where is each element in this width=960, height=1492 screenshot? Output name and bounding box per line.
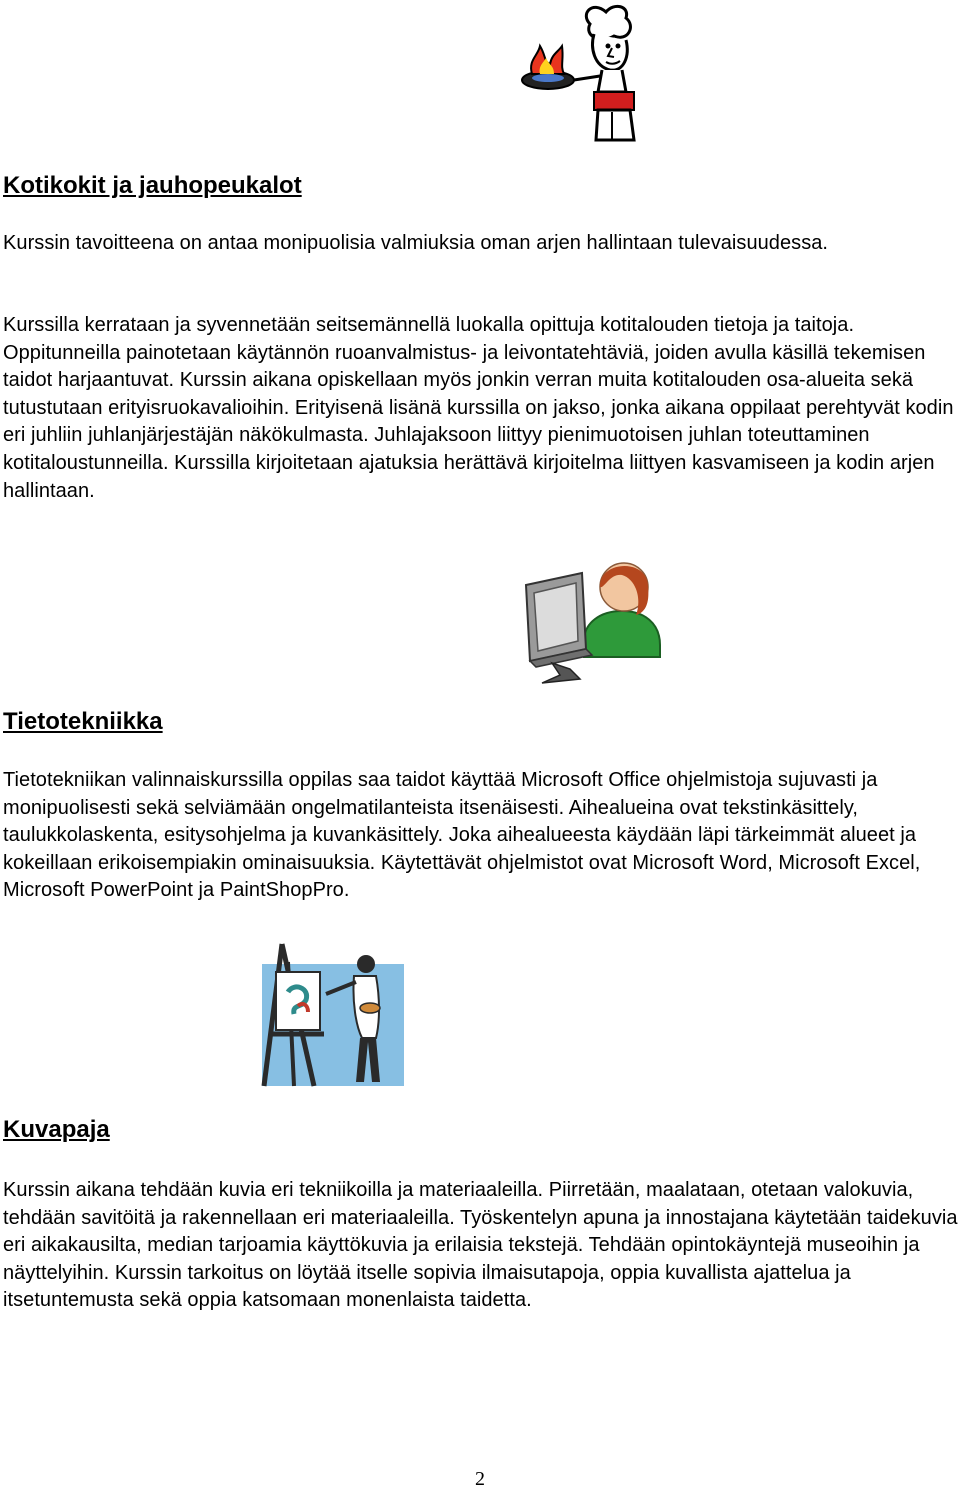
section-paragraph: Kurssin aikana tehdään kuvia eri tekniikoilla ja materiaaleilla. Piirretään, maalataan, otetaan valokuvia, tehdään savitöitä ja rakennellaan eri materiaaleilla. Työskentelyn apuna ja innostajana käytetään taidekuvia eri aikakausilta, median tarjoamia käyttökuvia ja erilaisia tekstejä. Tehdään opintokäyntejä museoihin ja näyttelyihin. Kurssin tarkoitus on löytää itselle sopivia ilmaisutapoja, oppia kuvallista ajattelua ja itsetuntemusta sekä oppia katsomaan monenlaista taidetta.	[3, 1179, 958, 1312]
section-paragraph: Kurssilla kerrataan ja syvennetään seitsemännellä luokalla opittuja kotitalouden tietoja ja taitoja. Oppitunneilla painotetaan käytännön ruoanvalmistus- ja leivontatehtäviä, joiden avulla käsillä tekemisen taidot harjaantuvat. Kurssin aikana opiskellaan myös jonkin verran muita kotitalouden osa-alueita sekä tutustutaan erityisruokavalioihin. Erityisenä lisänä kurssilla on jakso, jonka aikana oppilaat perehtyvät kodin eri juhliin juhlanjärjestäjän näkökulmasta. Juhlajaksoon liittyy pienimuotoisen juhlan toteuttaminen kotitaloustunneilla. Kurssilla kirjoitetaan ajatuksia herättävä kirjoitelma liittyen kasvamiseen ja kodin arjen hallintaan.	[3, 314, 954, 502]
section-title-kuvapaja: Kuvapaja	[3, 1116, 110, 1143]
chef-clipart-icon	[518, 0, 662, 146]
section-paragraph: Kurssin tavoitteena on antaa monipuolisia valmiuksia oman arjen hallintaan tulevaisuudessa.	[3, 232, 829, 254]
section-title-kotikokit: Kotikokit ja jauhopeukalot	[3, 172, 302, 199]
section-paragraph: Tietotekniikan valinnaiskurssilla oppilas saa taidot käyttää Microsoft Office ohjelmistoja sujuvasti ja monipuolisesti sekä selviämään ongelmatilanteista itsenäisesti. Aihealueina ovat tekstinkäsittely, taulukkolaskenta, esitysohjelma ja kuvankäsittely. Joka aihealueesta käydään läpi tärkeimmät alueet ja kokeillaan erikoisempiakin ominaisuuksia. Käytettävät ohjelmistot ovat Microsoft Word, Microsoft Excel, Microsoft PowerPoint ja PaintShopPro.	[3, 769, 921, 902]
painter-clipart-icon	[258, 942, 406, 1088]
computer-user-clipart-icon	[518, 553, 662, 685]
page-number: 2	[475, 1468, 485, 1490]
section-title-tietotekniikka: Tietotekniikka	[3, 708, 163, 735]
